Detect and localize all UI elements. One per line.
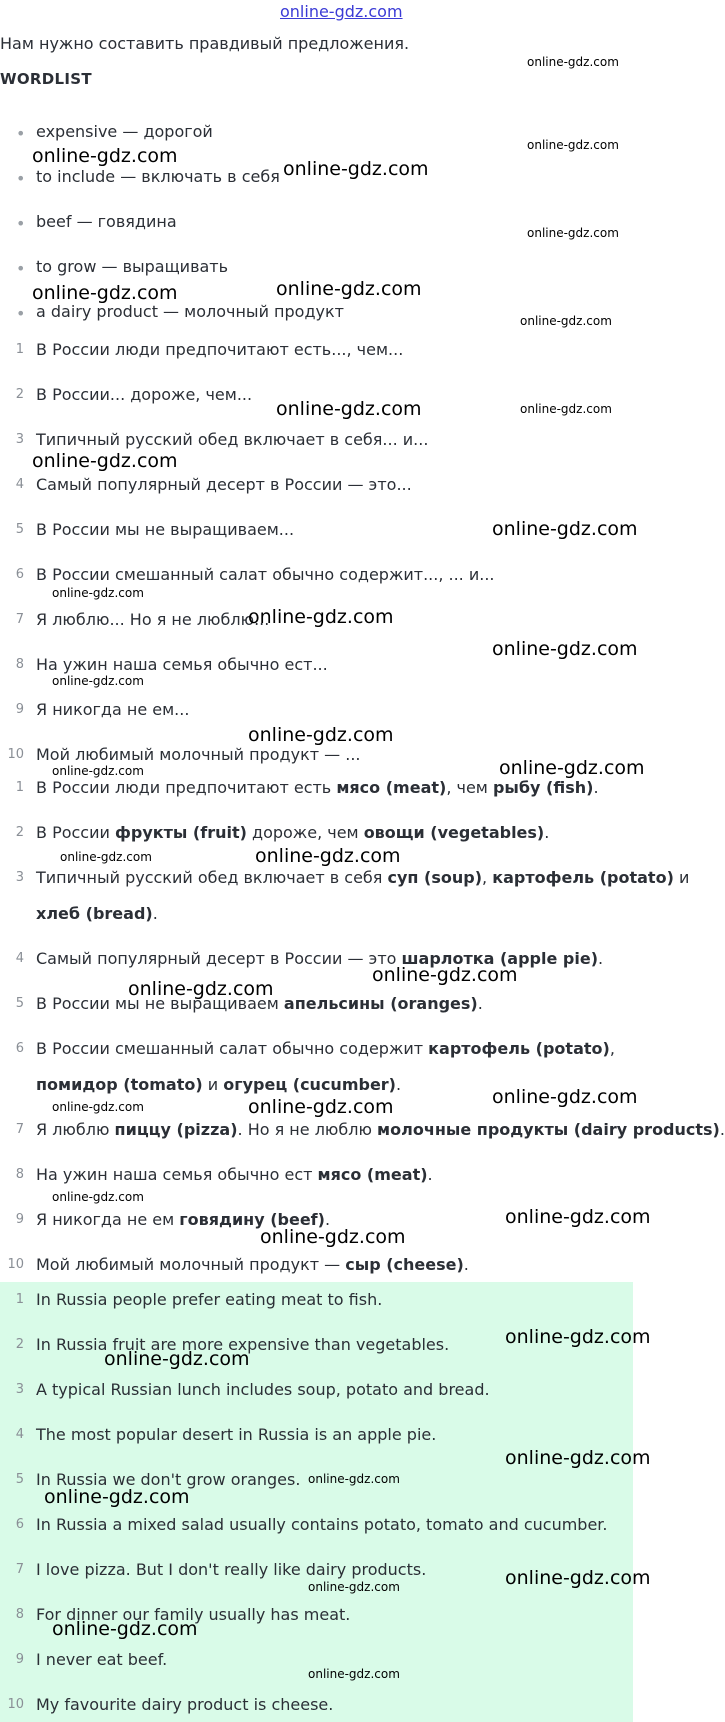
watermark-text: online-gdz.com [520, 402, 612, 416]
watermark-text: online-gdz.com [32, 450, 178, 472]
answer-en-item: In Russia fruit are more expensive than vegetables. [36, 1335, 450, 1354]
answer-keyword: суп (soup) [387, 868, 483, 887]
answer-keyword: шарлотка (apple pie) [401, 949, 599, 968]
answer-keyword: картофель (potato) [428, 1039, 610, 1058]
line-number: 10 [7, 1257, 24, 1272]
prompt-item: Я никогда не ем... [36, 700, 190, 719]
wordlist-bullet-icon: • [16, 124, 26, 143]
watermark-text: online-gdz.com [492, 518, 638, 540]
answer-ru-item [36, 904, 158, 923]
watermark-text: online-gdz.com [283, 158, 429, 180]
watermark-text: online-gdz.com [52, 586, 144, 600]
line-number: 3 [15, 870, 24, 885]
watermark-text: online-gdz.com [248, 606, 394, 628]
line-number: 5 [15, 522, 24, 537]
answer-text: , [609, 1039, 615, 1058]
answer-en-item: In Russia people prefer eating meat to fish. [36, 1290, 383, 1309]
prompt-item: В России люди предпочитают есть..., чем... [36, 340, 404, 359]
prompt-item: На ужин наша семья обычно ест... [36, 655, 328, 674]
line-number: 5 [15, 1472, 24, 1487]
wordlist-item: to include — включать в себя [36, 167, 280, 186]
wordlist-item: to grow — выращивать [36, 257, 229, 276]
watermark-text: online-gdz.com [52, 674, 144, 688]
answer-text: Самый популярный десерт в России — это [36, 949, 402, 968]
watermark-text: online-gdz.com [308, 1472, 400, 1486]
line-number: 7 [15, 1122, 24, 1137]
answer-keyword: говядину (beef) [179, 1210, 325, 1229]
answer-keyword: пиццу (pizza) [114, 1120, 238, 1139]
watermark-text: online-gdz.com [32, 145, 178, 167]
watermark-text: online-gdz.com [276, 398, 422, 420]
answer-en-item: For dinner our family usually has meat. [36, 1605, 351, 1624]
answer-text: и [202, 1075, 224, 1094]
answer-keyword: мясо (meat) [317, 1165, 428, 1184]
line-number: 6 [15, 567, 24, 582]
watermark-text: online-gdz.com [308, 1667, 400, 1681]
answer-en-item: I never eat beef. [36, 1650, 168, 1669]
answer-text: Я люблю [36, 1120, 115, 1139]
answer-text: . [598, 949, 604, 968]
answer-text: Типичный русский обед включает в себя [36, 868, 388, 887]
wordlist-item: a dairy product — молочный продукт [36, 302, 344, 321]
watermark-text: online-gdz.com [527, 138, 619, 152]
answer-text: В России смешанный салат обычно содержит [36, 1039, 429, 1058]
answer-en-item: My favourite dairy product is cheese. [36, 1695, 334, 1714]
watermark-text: online-gdz.com [492, 638, 638, 660]
watermark-text: online-gdz.com [527, 226, 619, 240]
line-number: 4 [15, 1427, 24, 1442]
watermark-text: online-gdz.com [276, 278, 422, 300]
prompt-item: Типичный русский обед включает в себя... и... [36, 430, 429, 449]
answer-keyword: апельсины (oranges) [283, 994, 478, 1013]
line-number: 9 [15, 1212, 24, 1227]
answer-keyword: мясо (meat) [336, 778, 447, 797]
line-number: 2 [15, 387, 24, 402]
watermark-text: online-gdz.com [104, 1348, 250, 1370]
watermark-text: online-gdz.com [492, 1086, 638, 1108]
answer-text: Мой любимый молочный продукт — [36, 1255, 346, 1274]
wordlist-bullet-icon: • [16, 214, 26, 233]
answer-ru-item [36, 1165, 433, 1184]
line-number: 10 [7, 1697, 24, 1712]
wordlist-item: expensive — дорогой [36, 122, 213, 141]
prompt-item: Я люблю... Но я не люблю... [36, 610, 270, 629]
line-number: 4 [15, 477, 24, 492]
answer-text: . [324, 1210, 331, 1229]
wordlist-bullet-icon: • [16, 304, 26, 323]
prompt-item: В России... дороже, чем... [36, 385, 253, 404]
answer-text: . [544, 823, 550, 842]
task-intro: Нам нужно составить правдивый предложения. [0, 34, 410, 53]
watermark-text: online-gdz.com [255, 845, 401, 867]
line-number: 1 [15, 342, 24, 357]
answer-ru-item [36, 1120, 725, 1139]
answer-text: . [396, 1075, 402, 1094]
line-number: 8 [15, 657, 24, 672]
wordlist-bullet-icon: • [16, 169, 26, 188]
watermark-text: online-gdz.com [52, 1618, 198, 1640]
watermark-text: online-gdz.com [52, 1100, 144, 1114]
watermark-text: online-gdz.com [128, 978, 274, 1000]
answer-text: . Но я не люблю [237, 1120, 378, 1139]
answer-en-item: In Russia we don't grow oranges. [36, 1470, 301, 1489]
line-number: 3 [15, 1382, 24, 1397]
answer-text: В России мы не выращиваем [36, 994, 284, 1013]
answer-keyword: огурец (cucumber) [223, 1075, 396, 1094]
watermark-text: online-gdz.com [60, 850, 152, 864]
line-number: 7 [15, 1562, 24, 1577]
answer-en-item: A typical Russian lunch includes soup, potato and bread. [36, 1380, 490, 1399]
line-number: 3 [15, 432, 24, 447]
answer-keyword: рыбу (fish) [492, 778, 594, 797]
answer-ru-item [36, 868, 689, 887]
answer-text: . [463, 1255, 469, 1274]
answer-text: На ужин наша семья обычно ест [36, 1165, 318, 1184]
line-number: 9 [15, 1652, 24, 1667]
answer-keyword: овощи (vegetables) [363, 823, 545, 842]
answer-ru-item [36, 1075, 401, 1094]
answer-text: . [593, 778, 599, 797]
answer-text: дороже, чем [246, 823, 364, 842]
watermark-text: online-gdz.com [248, 724, 394, 746]
answer-text: . [427, 1165, 433, 1184]
answer-text: В России [36, 823, 115, 842]
answer-text: . [719, 1120, 725, 1139]
watermark-text: online-gdz.com [32, 282, 178, 304]
watermark-text: online-gdz.com [505, 1206, 651, 1228]
watermark-text: online-gdz.com [52, 764, 144, 778]
line-number: 5 [15, 996, 24, 1011]
answer-ru-item [36, 778, 599, 797]
answer-text: , [482, 868, 493, 887]
answer-ru-item [36, 1039, 615, 1058]
watermark-text: online-gdz.com [505, 1447, 651, 1469]
line-number: 1 [15, 780, 24, 795]
watermark-text: online-gdz.com [44, 1486, 190, 1508]
answer-text: . [152, 904, 158, 923]
prompt-item: Мой любимый молочный продукт — ... [36, 745, 361, 764]
answer-text: В России люди предпочитают есть [36, 778, 337, 797]
watermark-text: online-gdz.com [52, 1190, 144, 1204]
watermark-text: online-gdz.com [520, 314, 612, 328]
line-number: 6 [15, 1517, 24, 1532]
answer-ru-item [36, 823, 549, 842]
watermark-text: online-gdz.com [248, 1096, 394, 1118]
line-number: 1 [15, 1292, 24, 1307]
answer-ru-item [36, 949, 603, 968]
prompt-item: В России мы не выращиваем... [36, 520, 295, 539]
line-number: 6 [15, 1041, 24, 1056]
answer-keyword: сыр (cheese) [345, 1255, 464, 1274]
line-number: 8 [15, 1607, 24, 1622]
answer-keyword: картофель (potato) [492, 868, 674, 887]
watermark-text: online-gdz.com [505, 1326, 651, 1348]
watermark-text: online-gdz.com [308, 1580, 400, 1594]
line-number: 2 [15, 825, 24, 840]
answer-keyword: помидор (tomato) [36, 1075, 203, 1094]
answer-en-item: I love pizza. But I don't really like dairy products. [36, 1560, 427, 1579]
answer-text: и [673, 868, 690, 887]
watermark-text: online-gdz.com [527, 55, 619, 69]
watermark-text: online-gdz.com [260, 1226, 406, 1248]
answer-keyword: фрукты (fruit) [114, 823, 247, 842]
answer-text: Я никогда не ем [36, 1210, 180, 1229]
answer-en-item: In Russia a mixed salad usually contains potato, tomato and cucumber. [36, 1515, 608, 1534]
answer-keyword: хлеб (bread) [36, 904, 153, 923]
line-number: 2 [15, 1337, 24, 1352]
answer-keyword: молочные продукты (dairy products) [377, 1120, 720, 1139]
answer-text: , чем [446, 778, 493, 797]
wordlist-title: WORDLIST [0, 70, 92, 88]
answer-text: . [477, 994, 483, 1013]
answer-ru-item [36, 1255, 469, 1274]
line-number: 10 [7, 747, 24, 762]
answer-en-item: The most popular desert in Russia is an apple pie. [36, 1425, 437, 1444]
wordlist-item: beef — говядина [36, 212, 177, 231]
prompt-item: Самый популярный десерт в России — это... [36, 475, 412, 494]
line-number: 8 [15, 1167, 24, 1182]
watermark-text: online-gdz.com [505, 1567, 651, 1589]
watermark-text: online-gdz.com [372, 964, 518, 986]
line-number: 9 [15, 702, 24, 717]
wordlist-bullet-icon: • [16, 259, 26, 278]
line-number: 4 [15, 951, 24, 966]
site-watermark-link[interactable]: online-gdz.com [280, 2, 403, 21]
prompt-item: В России смешанный салат обычно содержит..., ... и... [36, 565, 495, 584]
watermark-text: online-gdz.com [499, 757, 645, 779]
line-number: 7 [15, 612, 24, 627]
